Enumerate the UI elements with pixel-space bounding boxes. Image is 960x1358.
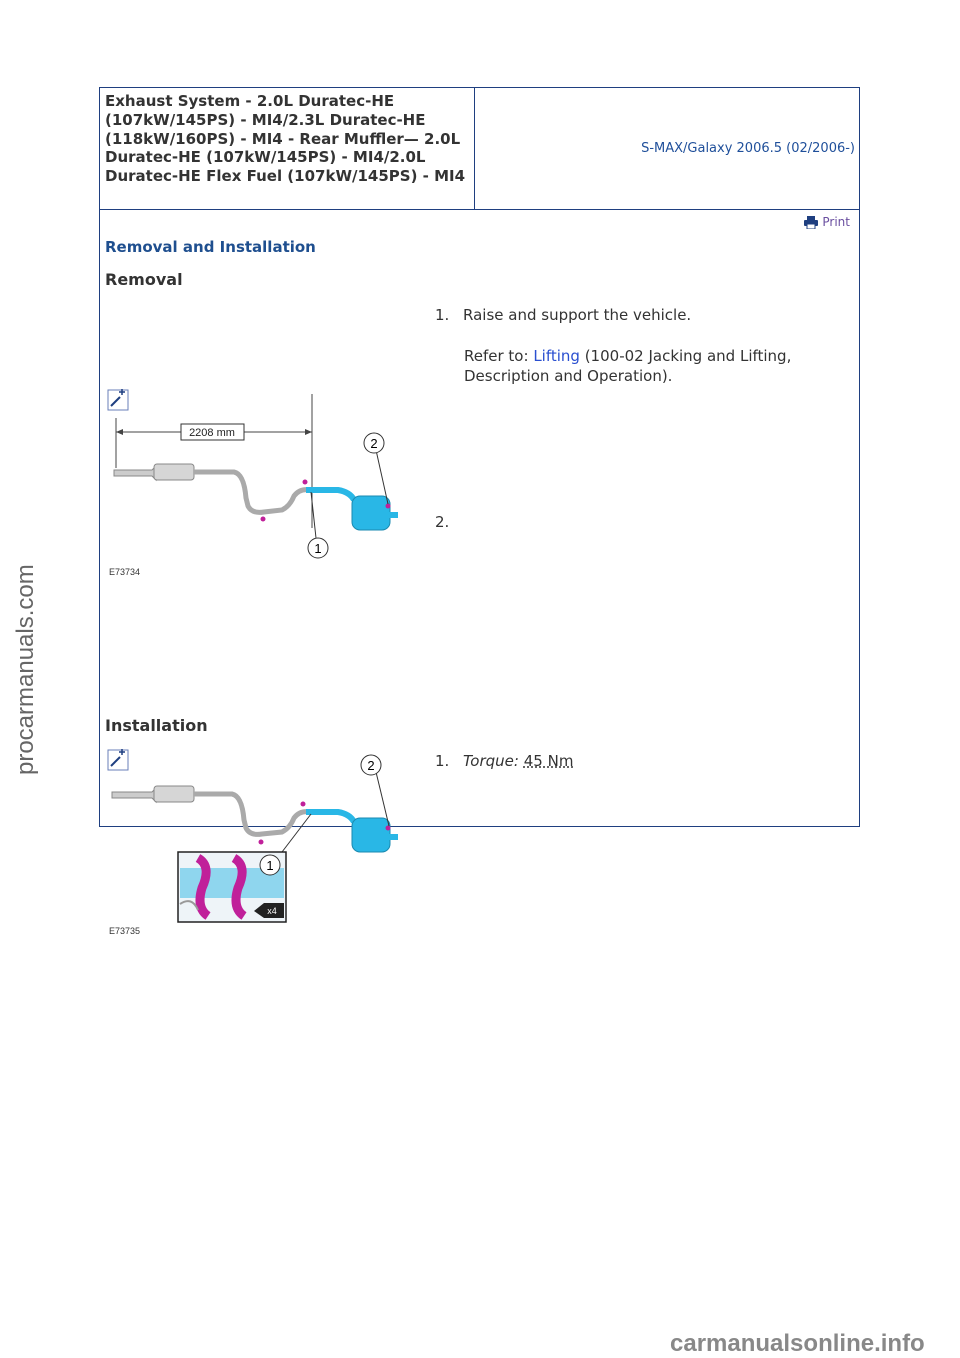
removal-figure <box>106 388 401 582</box>
torque-text <box>463 752 573 770</box>
figure-label: E73734 <box>109 567 141 577</box>
step-number: 1. <box>435 306 450 324</box>
print-button[interactable] <box>804 215 850 229</box>
refer-to-text <box>464 346 844 386</box>
zoom-icon[interactable] <box>108 389 128 410</box>
model-label: S-MAX/Galaxy 2006.5 (02/2006-) <box>641 141 855 156</box>
document-body <box>100 210 859 936</box>
printer-icon <box>804 216 818 229</box>
exhaust-diagram-installation <box>106 748 401 938</box>
callout-2: 2 <box>370 436 378 451</box>
torque-label: Torque: <box>463 752 519 770</box>
print-label: Print <box>822 215 850 229</box>
section-title: Removal and Installation <box>105 238 316 256</box>
document-header <box>100 88 859 210</box>
left-watermark: procarmanuals.com <box>12 564 39 775</box>
page-title: Exhaust System - 2.0L Duratec-HE (107kW/145PS) - MI4/2.3L Duratec-HE (118kW/160PS) - MI4 - Rear Muffler— 2.0L Duratec-HE (107kW/145PS) - MI4/2.0L Duratec-HE Flex Fuel (107kW/145PS) - MI4 <box>100 88 475 209</box>
step-text: Raise and support the vehicle. <box>463 306 692 324</box>
removal-step-2 <box>435 513 463 531</box>
installation-heading: Installation <box>105 716 208 735</box>
removal-step-1 <box>435 306 691 324</box>
callout-2: 2 <box>367 758 375 773</box>
callout-1: 1 <box>314 541 322 556</box>
exhaust-diagram-removal <box>106 388 401 578</box>
installation-figure <box>106 748 401 942</box>
zoom-icon[interactable] <box>108 749 128 770</box>
dimension-label: 2208 mm <box>189 427 235 439</box>
removal-heading: Removal <box>105 270 183 289</box>
document-frame <box>99 87 860 936</box>
bottom-watermark: carmanualsonline.info <box>670 1330 925 1357</box>
lifting-link[interactable]: Lifting <box>533 347 580 365</box>
step-number: 2. <box>435 513 450 531</box>
callout-1: 1 <box>266 858 274 873</box>
refer-suffix: (100-02 Jacking and Lifting, Description and Operation). <box>464 347 792 385</box>
step-number: 1. <box>435 752 450 770</box>
torque-value: 45 Nm <box>523 752 574 770</box>
figure-label: E73735 <box>109 926 141 936</box>
refer-prefix: Refer to: <box>464 347 534 365</box>
installation-step-1 <box>435 752 573 770</box>
clamp-badge: x4 <box>267 906 277 916</box>
